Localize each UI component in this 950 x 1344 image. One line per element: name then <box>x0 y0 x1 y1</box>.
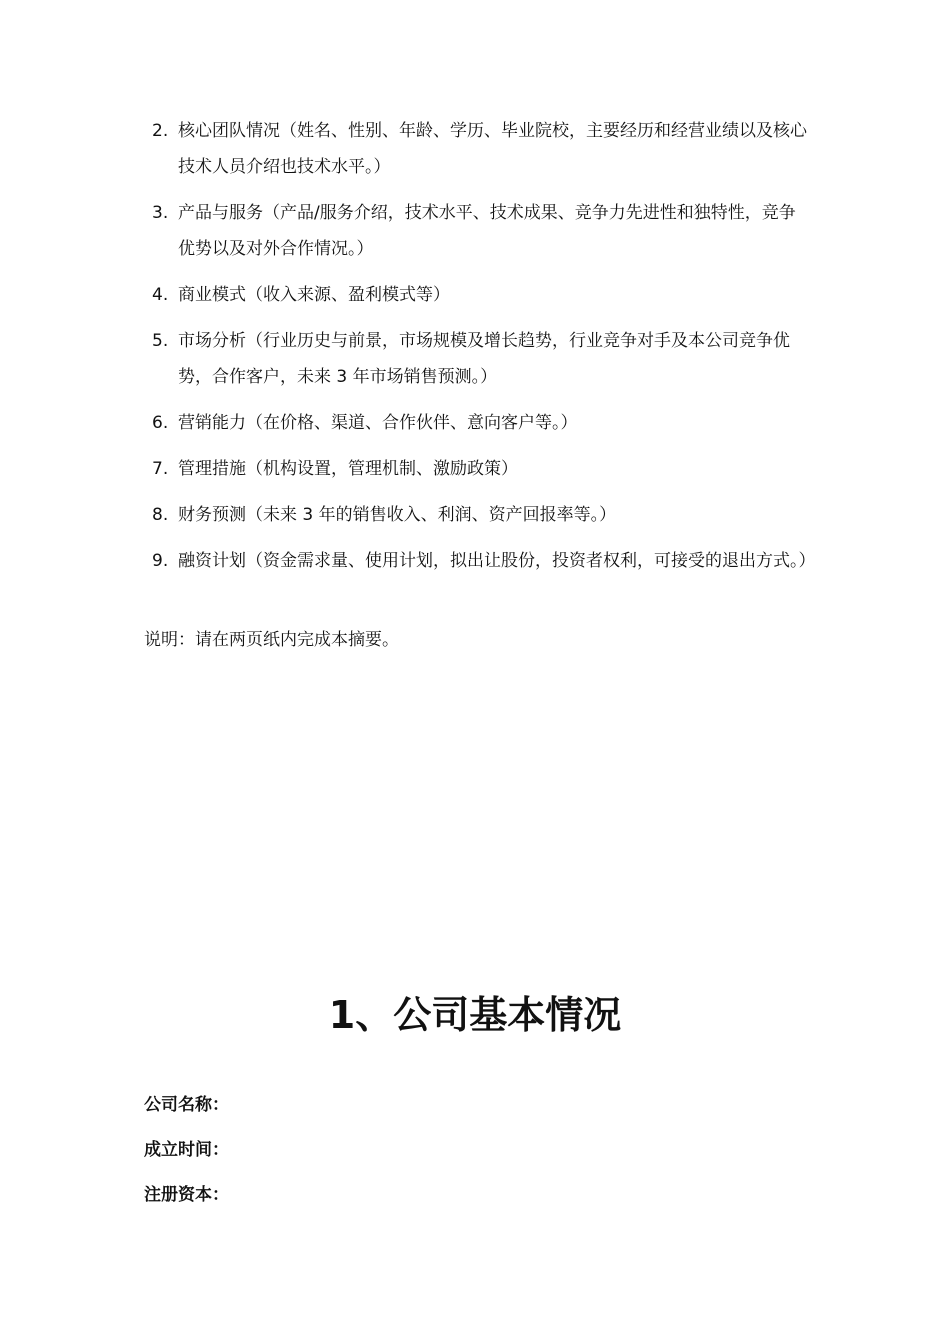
company-info-fields <box>144 1087 229 1222</box>
list-item-text: 管理措施（机构设置，管理机制、激励政策） <box>178 459 518 479</box>
founding-date-label: 成立时间： <box>144 1140 229 1160</box>
list-item <box>150 543 816 579</box>
list-item-number: 3. <box>152 203 169 223</box>
list-item <box>150 195 810 267</box>
list-item <box>150 113 810 185</box>
summary-item-list <box>150 113 816 589</box>
company-name-label: 公司名称： <box>144 1095 229 1115</box>
list-item-text: 融资计划（资金需求量、使用计划，拟出让股份，投资者权利，可接受的退出方式。） <box>178 551 816 571</box>
list-item <box>150 497 810 533</box>
list-item-text: 核心团队情况（姓名、性别、年龄、学历、毕业院校，主要经历和经营业绩以及核心技术人员介绍也技术水平。） <box>178 121 807 177</box>
list-item-number: 5. <box>152 331 169 351</box>
registered-capital-label: 注册资本： <box>144 1185 229 1205</box>
section-title: 1、公司基本情况 <box>328 993 622 1037</box>
list-item-number: 4. <box>152 285 169 305</box>
instruction-note: 说明：请在两页纸内完成本摘要。 <box>144 630 399 650</box>
list-item-number: 6. <box>152 413 169 433</box>
list-item-text: 财务预测（未来 3 年的销售收入、利润、资产回报率等。） <box>178 505 617 525</box>
list-item <box>150 323 810 395</box>
list-item-number: 2. <box>152 121 169 141</box>
list-item-text: 商业模式（收入来源、盈利模式等） <box>178 285 450 305</box>
list-item <box>150 405 810 441</box>
list-item-number: 9. <box>152 551 169 571</box>
list-item-number: 7. <box>152 459 169 479</box>
list-item <box>150 277 810 313</box>
list-item <box>150 451 810 487</box>
list-item-number: 8. <box>152 505 169 525</box>
list-item-text: 营销能力（在价格、渠道、合作伙伴、意向客户等。） <box>178 413 578 433</box>
list-item-text: 产品与服务（产品/服务介绍，技术水平、技术成果、竞争力先进性和独特性，竞争优势以及对外合作情况。） <box>178 203 796 259</box>
list-item-text: 市场分析（行业历史与前景，市场规模及增长趋势，行业竞争对手及本公司竞争优势，合作客户，未来 3 年市场销售预测。） <box>178 331 790 387</box>
